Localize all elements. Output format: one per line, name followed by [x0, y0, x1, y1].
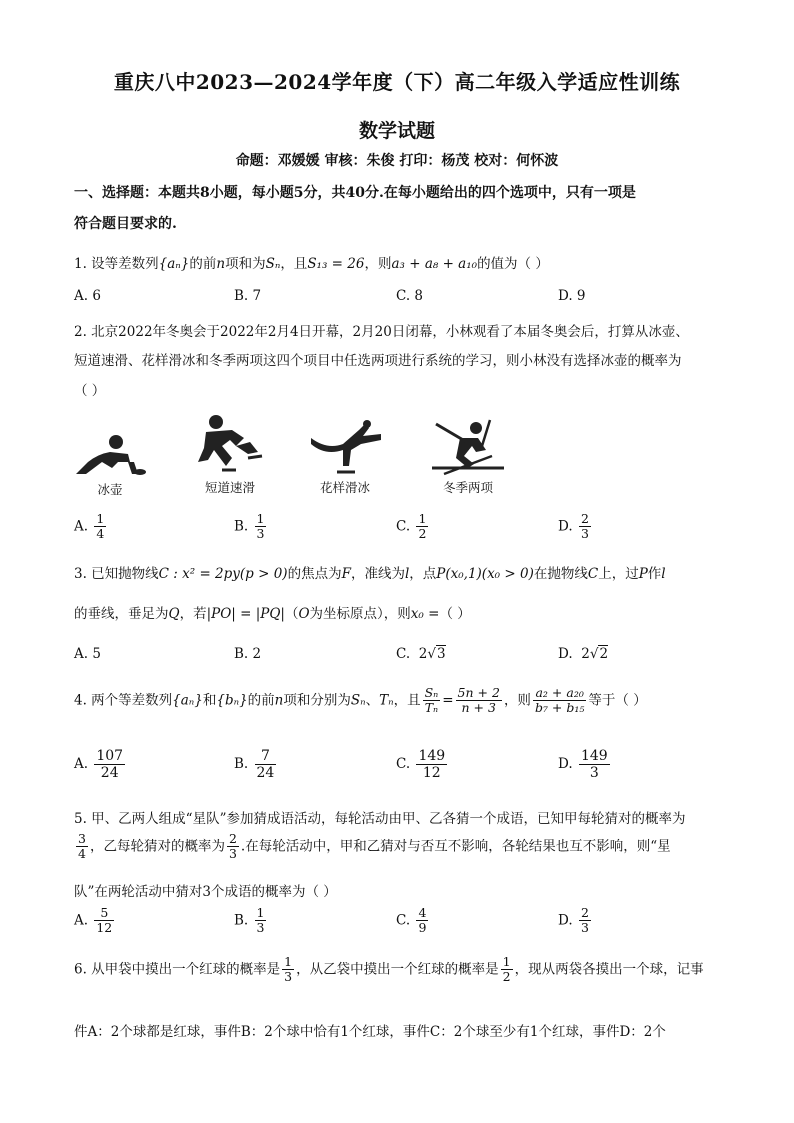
exam-title: 重庆八中2023—2024学年度（下）高二年级入学适应性训练 [113, 70, 681, 94]
q2-option-d: D. $\frac{2}{3}$ [558, 511, 589, 542]
q4-option-b: B. $\frac{7}{24}$ [234, 748, 275, 782]
question-4: 4. 两个等差数列{aₙ}和{bₙ}的前n项和分别为Sₙ、Tₙ，且 $\frac{\text{Sₙ}}{\text{Tₙ}}$ = $\frac{5n + 2}{n + 3}$ ，则 $\frac{\text{a₂ + a₂₀}}{\text{b₇ + b₁₅}}$ 等于（ ） [74, 685, 647, 716]
question-5-line3: 队”在两轮活动中猜对3个成语的概率为（ ） [74, 884, 337, 900]
q4-option-a: A. $\frac{107}{24}$ [74, 748, 124, 782]
section-heading-cont: 符合题目要求的. [74, 216, 177, 232]
question-3-line2: 的垂线，垂足为Q，若|PO| = |PQ|（O为坐标原点），则x₀ =（ ） [74, 606, 471, 622]
question-2-line3: （ ） [74, 383, 106, 399]
figure-skating-icon [307, 420, 383, 478]
biathlon-icon [430, 416, 506, 478]
q3-option-a: A. 5 [74, 646, 101, 662]
speed-skating-icon [192, 412, 268, 478]
q3-option-c: C. 2√3 [396, 646, 446, 662]
q2-option-c: C. $\frac{1}{2}$ [396, 511, 427, 542]
q5-option-a: A. $\frac{5}{12}$ [74, 905, 113, 936]
sport-figure-skating: 花样滑冰 [305, 420, 385, 496]
sport-curling: 冰壶 [70, 432, 150, 498]
q1-option-c: C. 8 [396, 288, 424, 304]
question-6-line2: 件A：2个球都是红球，事件B：2个球中恰有1个红球，事件C：2个球至少有1个红球，事件D：2个 [74, 1024, 666, 1040]
q5-option-d: D. $\frac{2}{3}$ [558, 905, 589, 936]
question-2-line1: 2. 北京2022年冬奥会于2022年2月4日开幕，2月20日闭幕，小林观看了本届冬奥会后，打算从冰壶、 [74, 324, 689, 340]
q4-option-d: D. $\frac{149}{3}$ [558, 748, 608, 782]
q2-option-a: A. $\frac{1}{4}$ [74, 511, 105, 542]
question-1: 1. 设等差数列{aₙ}的前n项和为Sₙ，且S₁₃ = 26，则a₃ + a₈ + a₁₀的值为（ ） [74, 256, 549, 272]
question-5-line1: 5. 甲、乙两人组成“星队”参加猜成语活动，每轮活动由甲、乙各猜一个成语，已知甲每轮猜对的概率为 [74, 811, 686, 827]
section-heading: 一、选择题：本题共8小题，每小题5分，共40分.在每小题给出的四个选项中，只有一项是 [74, 185, 636, 201]
q3-option-d: D. 2√2 [558, 646, 609, 662]
q1-option-a: A. 6 [74, 288, 101, 304]
sport-biathlon: 冬季两项 [428, 416, 508, 496]
staff-line: 命题：邓媛媛 审核：朱俊 打印：杨茂 校对：何怀波 [235, 153, 559, 169]
q5-option-c: C. $\frac{4}{9}$ [396, 905, 427, 936]
q4-option-c: C. $\frac{149}{12}$ [396, 748, 446, 782]
q1-option-b: B. 7 [234, 288, 262, 304]
q2-option-b: B. $\frac{1}{3}$ [234, 511, 265, 542]
question-3-line1: 3. 已知抛物线C : x² = 2py(p > 0)的焦点为F，准线为l，点P(x₀,1)(x₀ > 0)在抛物线C上，过P作l [74, 566, 666, 582]
q3-option-b: B. 2 [234, 646, 262, 662]
curling-icon [72, 432, 148, 480]
question-5-line2: $\frac{3}{4}$ ，乙每轮猜对的概率为 $\frac{2}{3}$ .在每轮活动中，甲和乙猜对与否互不影响，各轮结果也互不影响，则“星 [78, 831, 671, 862]
exam-subtitle: 数学试题 [358, 120, 435, 142]
q1-option-d: D. 9 [558, 288, 586, 304]
q5-option-b: B. $\frac{1}{3}$ [234, 905, 265, 936]
question-2-line2: 短道速滑、花样滑冰和冬季两项这四个项目中任选两项进行系统的学习，则小林没有选择冰壶的概率为 [74, 353, 682, 369]
question-6-line1: 6. 从甲袋中摸出一个红球的概率是 $\frac{1}{3}$ ，从乙袋中摸出一个红球的概率是 $\frac{1}{2}$ ，现从两袋各摸出一个球，记事 [74, 954, 704, 985]
sport-short-track: 短道速滑 [185, 412, 275, 496]
